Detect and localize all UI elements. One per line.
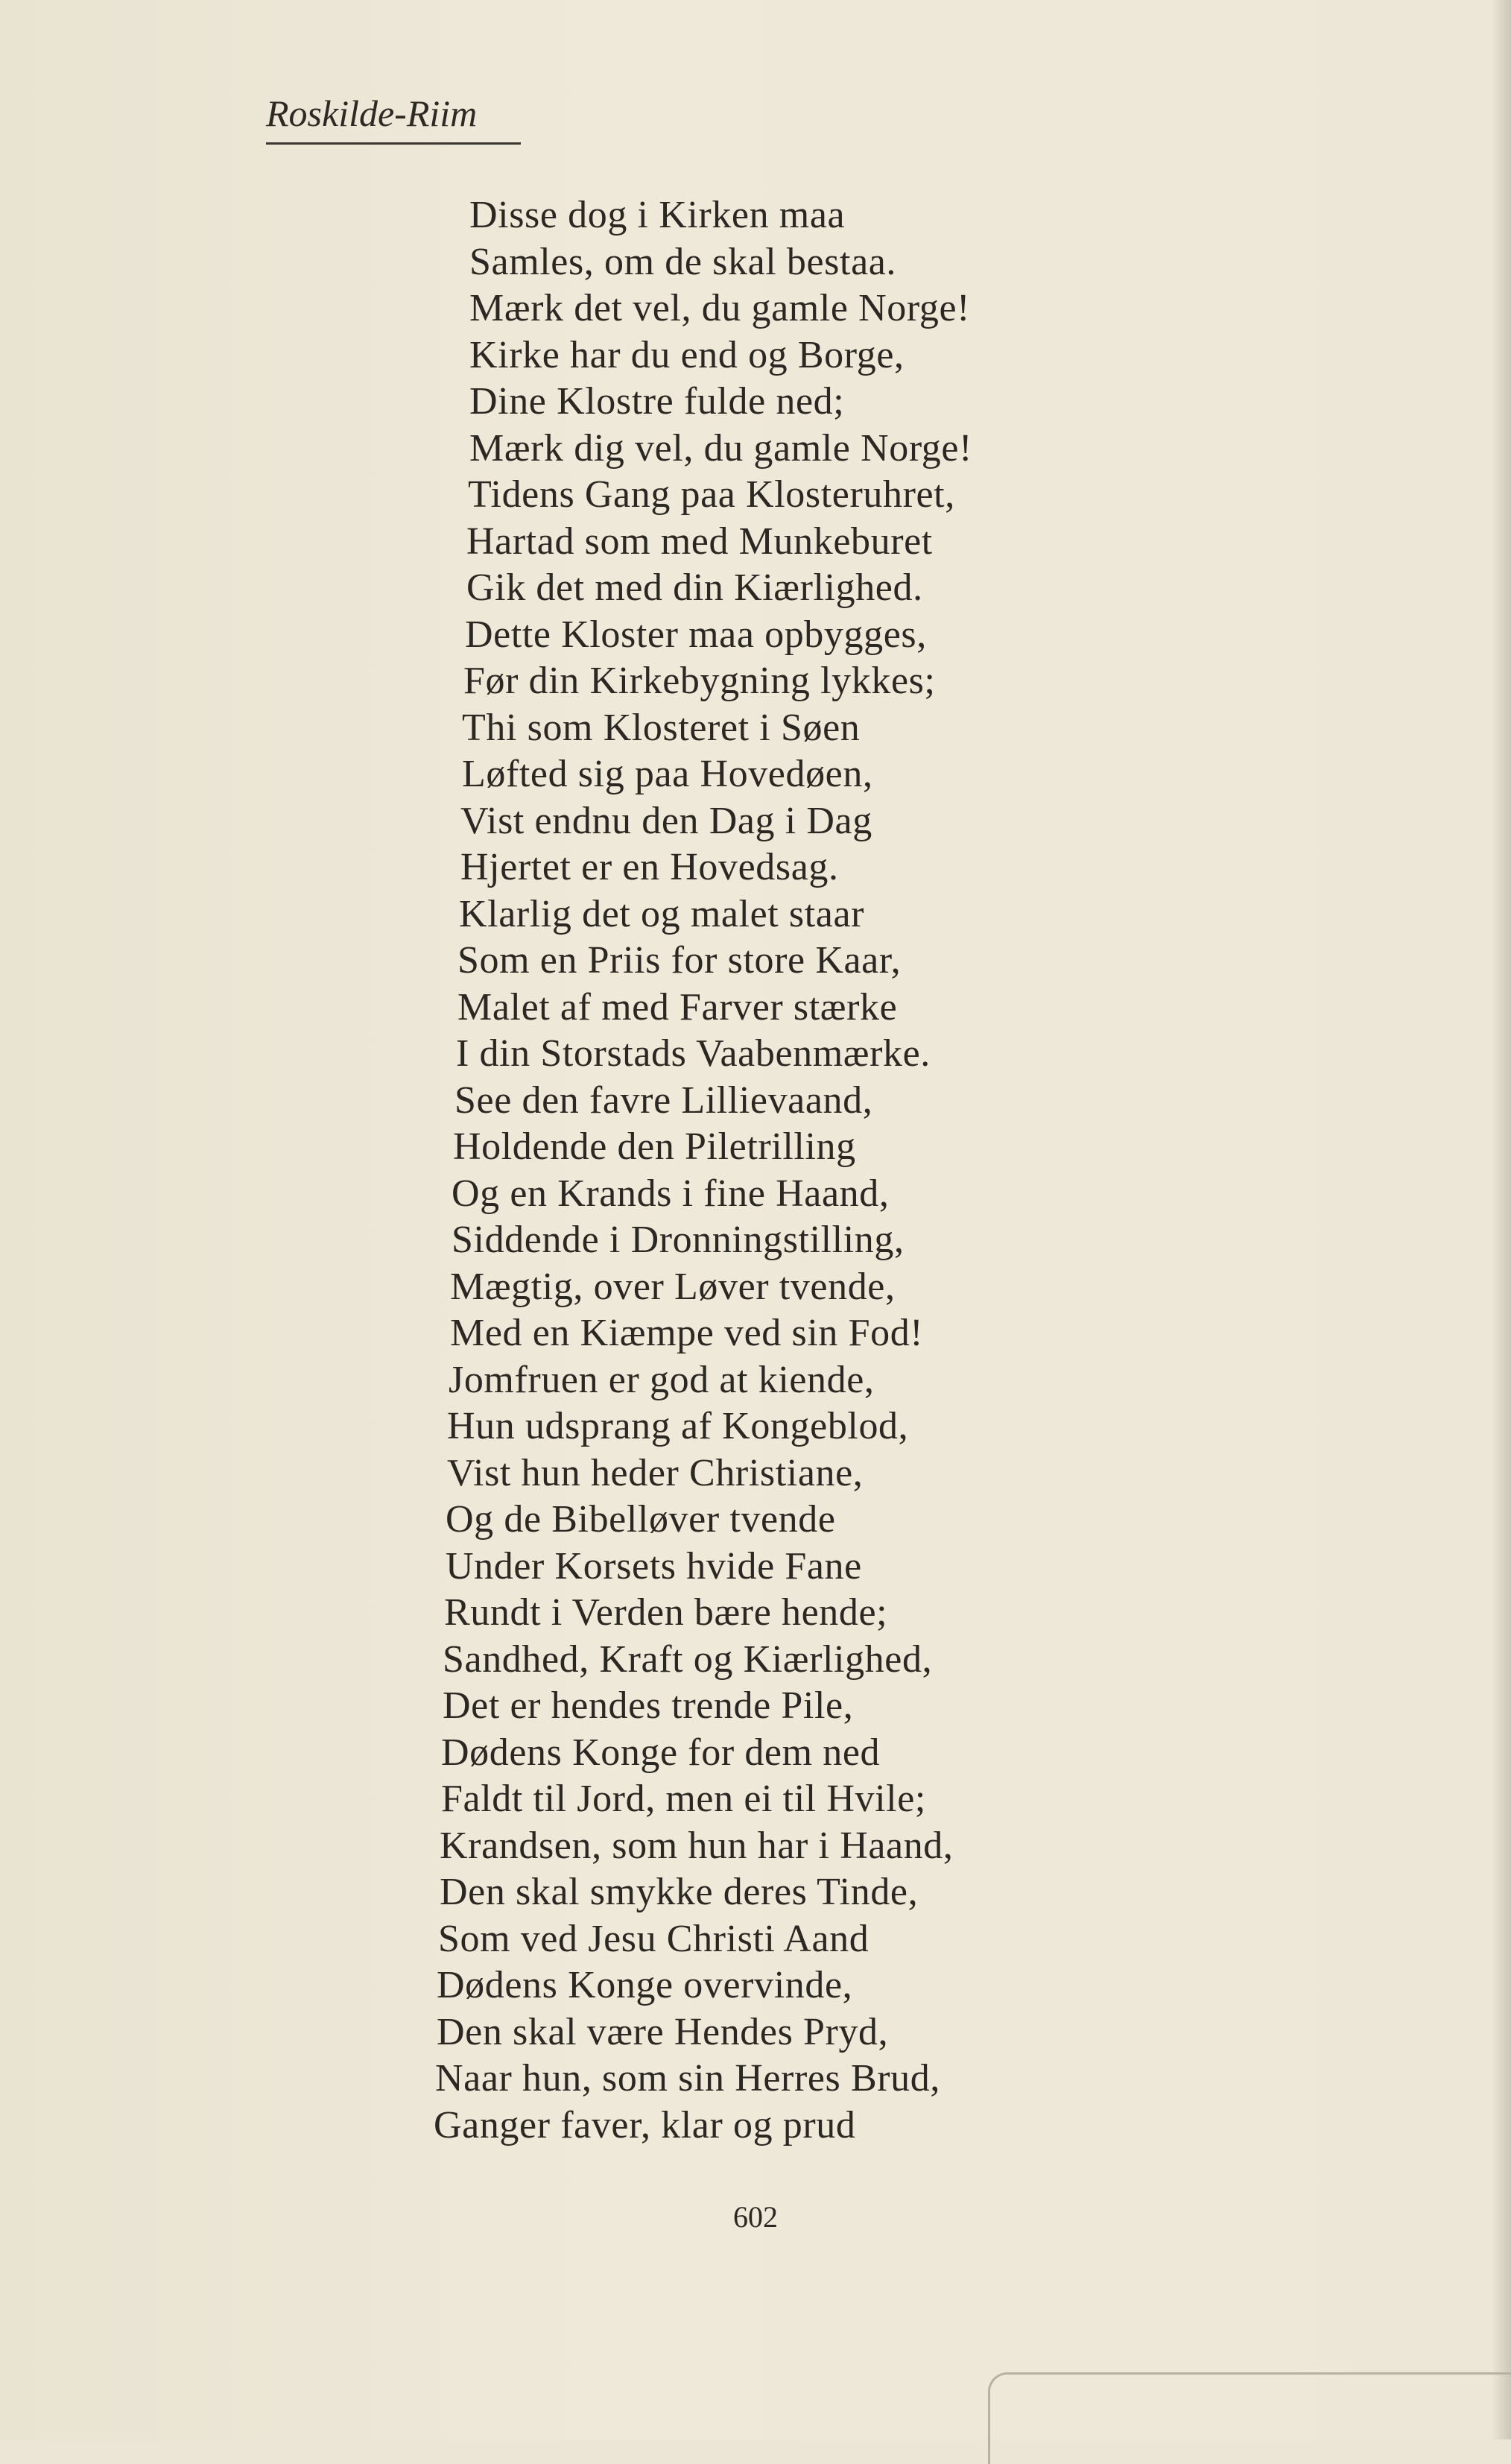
poem-line: Den skal være Hendes Pryd, bbox=[437, 2010, 889, 2053]
poem-text bbox=[434, 192, 1214, 2149]
poem-line: Thi som Klosteret i Søen bbox=[462, 706, 861, 749]
poem-line: See den favre Lillievaand, bbox=[454, 1078, 873, 1122]
poem-line: Og de Bibelløver tvende bbox=[446, 1498, 836, 1541]
poem-line: Gik det med din Kiærlighed. bbox=[466, 566, 923, 609]
poem-line: Krandsen, som hun har i Haand, bbox=[440, 1824, 954, 1867]
poem-line: Tidens Gang paa Klosteruhret, bbox=[468, 473, 955, 516]
running-head: Roskilde-Riim bbox=[266, 92, 478, 134]
poem-line: Samles, om de skal bestaa. bbox=[469, 240, 897, 283]
running-head-rule bbox=[266, 142, 521, 145]
poem-line: Under Korsets hvide Fane bbox=[446, 1544, 862, 1588]
poem-line: Faldt til Jord, men ei til Hvile; bbox=[441, 1778, 926, 1820]
poem-line: Dette Kloster maa opbygges, bbox=[465, 613, 927, 656]
poem-line: Hartad som med Munkeburet bbox=[466, 519, 933, 563]
poem-line: Malet af med Farver stærke bbox=[457, 985, 898, 1029]
poem-line: Hun udsprang af Kongeblod, bbox=[447, 1405, 909, 1447]
poem-line: Sandhed, Kraft og Kiærlighed, bbox=[443, 1637, 933, 1681]
poem-line: Mærk det vel, du gamle Norge! bbox=[469, 287, 971, 329]
poem-line: Mærk dig vel, du gamle Norge! bbox=[469, 426, 972, 470]
poem-line: Den skal smykke deres Tinde, bbox=[440, 1871, 919, 1913]
poem-line: Løfted sig paa Hovedøen, bbox=[462, 753, 873, 795]
poem-line: Siddende i Dronningstilling, bbox=[452, 1219, 905, 1261]
poem-line: Holdende den Piletrilling bbox=[453, 1125, 856, 1168]
poem-line: I din Storstads Vaabenmærke. bbox=[456, 1032, 931, 1075]
poem-line: Med en Kiæmpe ved sin Fod! bbox=[450, 1312, 924, 1354]
page-number: 602 bbox=[733, 2200, 778, 2234]
poem-line: Før din Kirkebygning lykkes; bbox=[463, 660, 936, 702]
poem-line: Kirke har du end og Borge, bbox=[469, 333, 905, 376]
poem-line: Dødens Konge for dem ned bbox=[441, 1731, 881, 1774]
poem-line: Som en Priis for store Kaar, bbox=[457, 939, 902, 982]
poem-line: Dødens Konge overvinde, bbox=[437, 1964, 853, 2006]
poem-line: Og en Krands i fine Haand, bbox=[452, 1172, 890, 1215]
poem-line: Vist hun heder Christiane, bbox=[447, 1451, 864, 1494]
poem-line: Ganger faver, klar og prud bbox=[434, 2103, 856, 2146]
poem-line: Mægtig, over Løver tvende, bbox=[450, 1265, 896, 1308]
page-edge-shadow bbox=[1492, 0, 1511, 2439]
poem-line: Som ved Jesu Christi Aand bbox=[438, 1917, 869, 1960]
poem-line: Rundt i Verden bære hende; bbox=[444, 1591, 888, 1634]
poem-line: Vist endnu den Dag i Dag bbox=[460, 799, 872, 842]
poem-line: Dine Klostre fulde ned; bbox=[469, 380, 845, 423]
poem-line: Naar hun, som sin Herres Brud, bbox=[435, 2057, 940, 2100]
page-corner-edge bbox=[988, 2372, 1511, 2464]
poem-line: Klarlig det og malet staar bbox=[459, 892, 865, 935]
poem-line: Jomfruen er god at kiende, bbox=[449, 1358, 875, 1401]
poem-line: Hjertet er en Hovedsag. bbox=[460, 846, 839, 888]
poem-line: Disse dog i Kirken maa bbox=[469, 194, 846, 236]
poem-line: Det er hendes trende Pile, bbox=[443, 1684, 854, 1727]
